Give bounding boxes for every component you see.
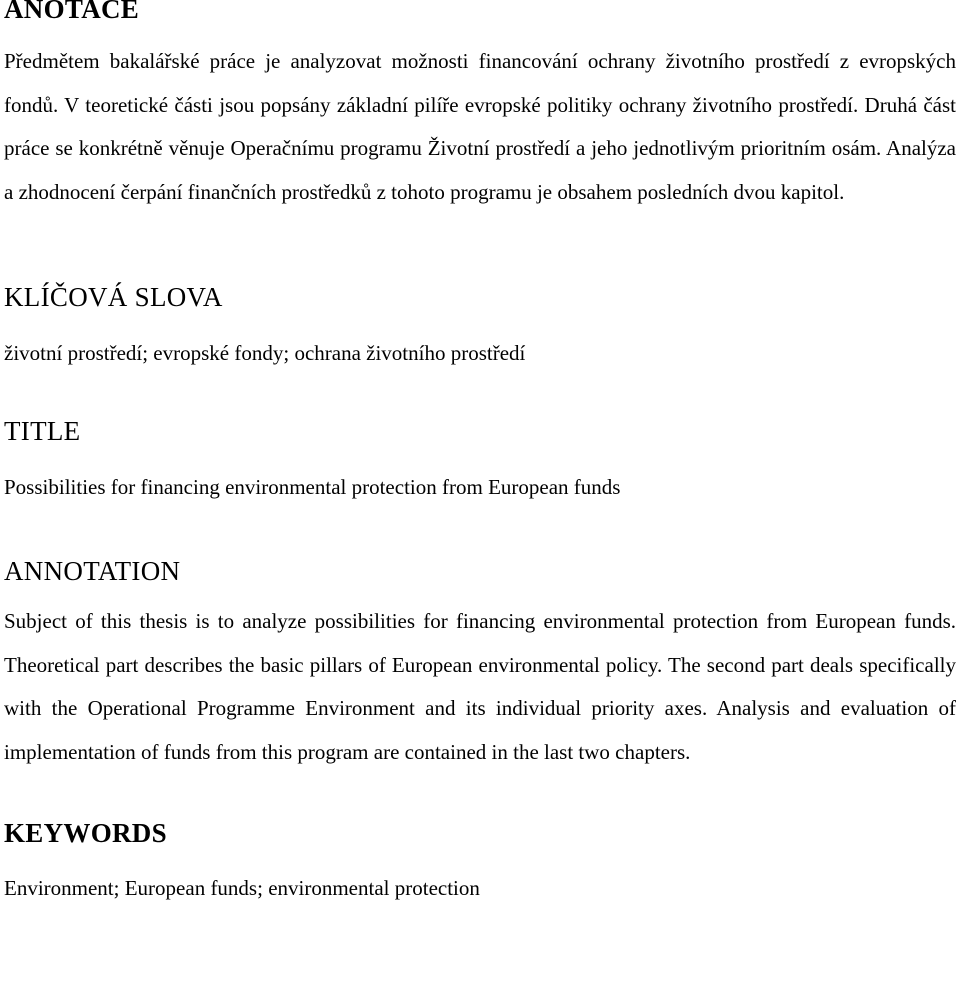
title-text: Possibilities for financing environmental protection from European funds [4,475,621,499]
keywords-heading: KEYWORDS [4,818,167,848]
keywords-text: Environment; European funds; environmental protection [4,876,480,900]
title-heading: TITLE [4,416,81,446]
anotace-paragraph: Předmětem bakalářské práce je analyzovat možnosti financování ochrany životního prostředí z evropských fondů. V teoretické části jsou popsány základní pilíře evropské politiky ochrany životního prostředí. Druhá část práce se konkrétně věnuje Operačnímu programu Životní prostředí a jeho jednotlivým prioritním osám. Analýza a zhodnocení čerpání finančních prostředků z tohoto programu je obsahem posledních dvou kapitol. [4,49,956,204]
document-page [4,0,956,903]
anotace-heading: ANOTACE [4,0,140,24]
annotation-paragraph: Subject of this thesis is to analyze possibilities for financing environmental protection from European funds. Theoretical part describes the basic pillars of European environmental policy. The second part deals specifically with the Operational Programme Environment and its individual priority axes. Analysis and evaluation of implementation of funds from this program are contained in the last two chapters. [4,609,956,764]
klicova-slova-heading: KLÍČOVÁ SLOVA [4,282,223,312]
klicova-slova-text: životní prostředí; evropské fondy; ochrana životního prostředí [4,341,526,365]
annotation-heading: ANNOTATION [4,556,181,586]
